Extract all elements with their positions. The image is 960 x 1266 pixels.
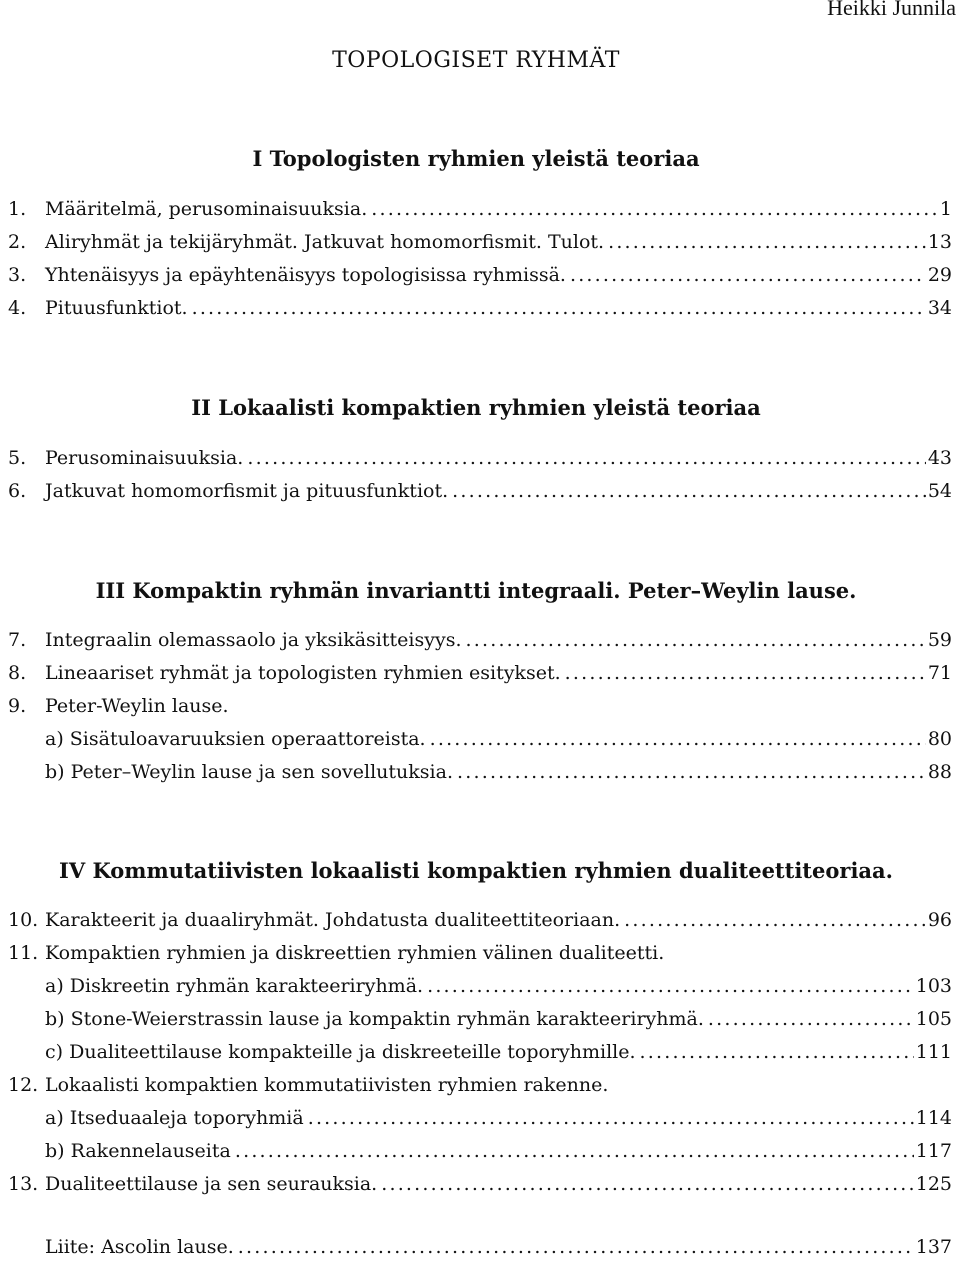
toc-entry[interactable] (8, 1107, 952, 1137)
dot-leader (231, 1140, 914, 1162)
entry-title: Kompaktien ryhmien ja diskreettien ryhmien välinen dualiteetti. (45, 942, 665, 964)
entry-number: 9. (8, 695, 27, 717)
entry-page: 59 (927, 629, 952, 651)
entry-title: Jatkuvat homomorfismit ja pituusfunktiot. (45, 480, 449, 502)
entry-title: a) Diskreetin ryhmän karakteeriryhmä. (45, 975, 424, 997)
entry-number: 10. (8, 909, 39, 931)
toc-entry[interactable] (8, 1041, 952, 1071)
entry-title: Perusominaisuuksia. (45, 447, 244, 469)
dot-leader (453, 761, 926, 783)
entry-page: 71 (927, 662, 952, 684)
dot-leader (367, 198, 938, 220)
entry-page: 88 (927, 761, 952, 783)
entry-title: b) Rakennelauseita (45, 1140, 231, 1162)
toc-entry[interactable] (8, 1074, 952, 1104)
dot-leader (704, 1008, 914, 1030)
entry-number: 13. (8, 1173, 39, 1195)
toc-entry[interactable] (8, 447, 952, 477)
dot-leader (604, 231, 926, 253)
toc-entry[interactable] (8, 942, 952, 972)
entry-title: Lokaalisti kompaktien kommutatiivisten ryhmien rakenne. (45, 1074, 609, 1096)
author-name: Heikki Junnila (827, 0, 956, 20)
dot-leader (377, 1173, 914, 1195)
part-heading: III Kompaktin ryhmän invariantti integraali. Peter–Weylin lause. (95, 578, 857, 603)
dot-leader (461, 629, 925, 651)
entry-number: 4. (8, 297, 27, 319)
entry-title: Dualiteettilause ja sen seurauksia. (45, 1173, 378, 1195)
entry-page: 125 (915, 1173, 952, 1195)
entry-title: Lineaariset ryhmät ja topologisten ryhmien esitykset. (45, 662, 561, 684)
entry-title: Liite: Ascolin lause. (45, 1236, 234, 1258)
entry-title: Määritelmä, perusominaisuuksia. (45, 198, 368, 220)
entry-page: 137 (915, 1236, 952, 1258)
entry-page: 111 (915, 1041, 952, 1063)
part-heading: I Topologisten ryhmien yleistä teoriaa (252, 146, 700, 171)
entry-page: 103 (915, 975, 952, 997)
dot-leader (188, 297, 926, 319)
entry-page: 34 (927, 297, 952, 319)
entry-title: Aliryhmät ja tekijäryhmät. Jatkuvat homomorfismit. Tulot. (45, 231, 605, 253)
entry-page: 80 (927, 728, 952, 750)
entry-page: 29 (927, 264, 952, 286)
entry-page: 43 (927, 447, 952, 469)
dot-leader (566, 264, 926, 286)
dot-leader (448, 480, 926, 502)
entry-page: 117 (915, 1140, 952, 1162)
entry-title: a) Itseduaaleja toporyhmiä (45, 1107, 304, 1129)
toc-entry[interactable] (8, 662, 952, 692)
entry-title: a) Sisätuloavaruuksien operaattoreista. (45, 728, 426, 750)
entry-page: 114 (915, 1107, 952, 1129)
entry-title: Peter-Weylin lause. (45, 695, 229, 717)
entry-title: c) Dualiteettilause kompakteille ja diskreeteille toporyhmille. (45, 1041, 636, 1063)
entry-number: 11. (8, 942, 39, 964)
entry-number: 7. (8, 629, 27, 651)
toc-entry[interactable] (8, 264, 952, 294)
part-heading: II Lokaalisti kompaktien ryhmien yleistä teoriaa (191, 395, 761, 420)
toc-entry[interactable] (8, 909, 952, 939)
entry-number: 1. (8, 198, 27, 220)
entry-number: 12. (8, 1074, 39, 1096)
entry-number: 2. (8, 231, 27, 253)
dot-leader (426, 728, 926, 750)
dot-leader (620, 909, 926, 931)
toc-entry[interactable] (8, 629, 952, 659)
dot-leader (636, 1041, 914, 1063)
entry-page: 54 (927, 480, 952, 502)
toc-entry[interactable] (8, 1008, 952, 1038)
toc-entry[interactable] (8, 728, 952, 758)
toc-entry[interactable] (8, 975, 952, 1005)
entry-title: Pituusfunktiot. (45, 297, 188, 319)
entry-title: Integraalin olemassaolo ja yksikäsitteisyys. (45, 629, 462, 651)
part-heading: IV Kommutatiivisten lokaalisti kompaktien ryhmien dualiteettiteoriaa. (59, 858, 893, 883)
entry-number: 8. (8, 662, 27, 684)
entry-title: b) Peter–Weylin lause ja sen sovellutuksia. (45, 761, 453, 783)
toc-entry[interactable] (8, 198, 952, 228)
document-title: TOPOLOGISET RYHMÄT (332, 48, 620, 73)
toc-entry-appendix[interactable] (8, 1236, 952, 1266)
toc-entry[interactable] (8, 761, 952, 791)
entry-number: 6. (8, 480, 27, 502)
entry-title: Yhtenäisyys ja epäyhtenäisyys topologisissa ryhmissä. (45, 264, 566, 286)
toc-entry[interactable] (8, 1140, 952, 1170)
entry-page: 96 (927, 909, 952, 931)
entry-page: 13 (927, 231, 952, 253)
entry-number: 5. (8, 447, 27, 469)
entry-page: 1 (939, 198, 952, 220)
toc-entry[interactable] (8, 231, 952, 261)
dot-leader (234, 1236, 914, 1258)
toc-entry[interactable] (8, 695, 952, 725)
dot-leader (243, 447, 925, 469)
entry-number: 3. (8, 264, 27, 286)
dot-leader (423, 975, 914, 997)
entry-page: 105 (915, 1008, 952, 1030)
toc-entry[interactable] (8, 480, 952, 510)
toc-entry[interactable] (8, 297, 952, 327)
dot-leader (304, 1107, 914, 1129)
entry-title: Karakteerit ja duaaliryhmät. Johdatusta dualiteettiteoriaan. (45, 909, 621, 931)
dot-leader (561, 662, 926, 684)
toc-entry[interactable] (8, 1173, 952, 1203)
entry-title: b) Stone-Weierstrassin lause ja kompaktin ryhmän karakteeriryhmä. (45, 1008, 704, 1030)
